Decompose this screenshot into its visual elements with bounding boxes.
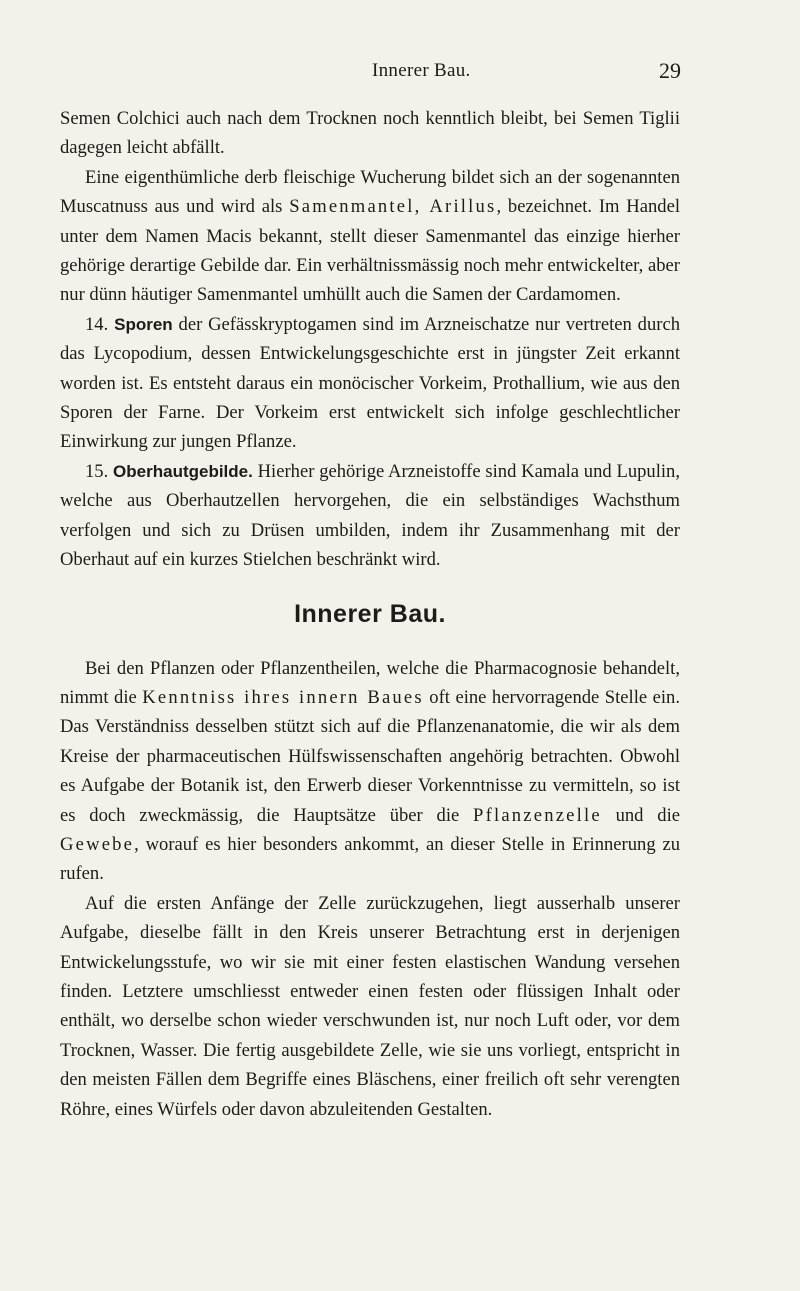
paragraph-text: der Gefässkryptogamen sind im Arzneischatze nur vertreten durch das Lycopodium, dessen Entwickelungsgeschichte erst in jüngster Zeit erkannt worden ist. Es entsteht daraus ein monöcischer Vorkeim, Prothallium, wie aus den Sporen der Farne. Der Vorkeim erst entwickelt sich infolge geschlechtlicher Einwirkung zur jungen Pflanze. <box>60 313 681 453</box>
item-number: 14. <box>85 313 109 335</box>
paragraph-sporen <box>60 310 680 457</box>
paragraph-text: Eine eigenthümliche derb fleischige Wucherung bildet sich an der sogenannten Muscatnuss aus und wird als <box>60 166 680 218</box>
paragraph-pflanzenanatomie <box>60 654 680 889</box>
paragraph-text: Bei den Pflanzen oder Pflanzentheilen, welche die Pharmacognosie behandelt, nimmt die <box>60 657 680 708</box>
running-title: Innerer Bau. <box>372 60 471 81</box>
paragraph-text: und die <box>601 804 680 826</box>
body-text <box>60 104 680 1124</box>
running-head <box>0 60 800 90</box>
term-sporen: Sporen <box>114 314 173 334</box>
paragraph-text: oft eine hervorragende Stelle ein. Das Verständniss desselben stützt sich auf die Pflanzenanatomie, die wir als dem Kreise der pharmaceutischen Hülfswissenschaften angehörig betrachten. Obwohl es Aufgabe der Botanik ist, den Erwerb dieser Vorkenntnisse zu vermitteln, so ist es doch zweckmässig, die Hauptsätze über die <box>60 686 680 826</box>
paragraph-text: , worauf es hier besonders ankommt, an dieser Stelle in Erinnerung zu rufen. <box>60 833 680 885</box>
term-pflanzenzelle: Pflanzenzelle <box>473 804 602 826</box>
page-number: 29 <box>659 58 681 83</box>
paragraph-zelle: Auf die ersten Anfänge der Zelle zurückzugehen, liegt ausserhalb unserer Aufgabe, dieselbe fällt in den Kreis unserer Betrachtung erst in derjenigen Entwickelungsstufe, wo wir sie mit einer festen elastischen Wandung versehen finden. Letztere umschliesst entweder einen festen oder flüssigen Inhalt oder enthält, wo derselbe schon wieder verschwunden ist, nur noch Luft oder, vor dem Trocknen, Wasser. Die fertig ausgebildete Zelle, wie sie uns vorliegt, entspricht in den meisten Fällen dem Begriffe eines Bläschens, einer freilich oft sehr verengten Röhre, eines Würfels oder davon abzuleitenden Gestalten. <box>60 892 680 1120</box>
term-kenntniss: Kenntniss ihres innern Baues <box>142 686 424 708</box>
item-number: 15. <box>85 460 109 482</box>
term-samenmantel: Samenmantel, Arillus <box>289 196 497 218</box>
section-heading: Innerer Bau. <box>294 599 446 628</box>
term-gewebe: Gewebe <box>60 833 135 855</box>
paragraph-text: Hierher gehörige Arzneistoffe sind Kamala und Lupulin, welche aus Oberhautzellen hervorgehen, die ein selbständiges Wachsthum verfolgen und sich zu Drüsen umbilden, indem ihr Zusammenhang mit der Oberhaut auf ein kurzes Stielchen beschränkt wird. <box>60 460 680 571</box>
paragraph-arillus <box>60 163 680 310</box>
term-oberhautgebilde: Oberhautgebilde. <box>113 461 253 481</box>
paragraph-oberhautgebilde <box>60 457 680 575</box>
paragraph-seeds-continued: Semen Colchici auch nach dem Trocknen noch kenntlich bleibt, bei Semen Tiglii dagegen leicht abfällt. <box>60 108 680 159</box>
paragraph-text: , bezeichnet. Im Handel unter dem Namen Macis bekannt, stellt dieser Samenmantel das einzige hierher gehörige derartige Gebilde dar. Ein verhältnissmässig noch mehr entwickelter, aber nur dünn häutiger Samenmantel umhüllt auch die Samen der Cardamomen. <box>60 196 681 306</box>
